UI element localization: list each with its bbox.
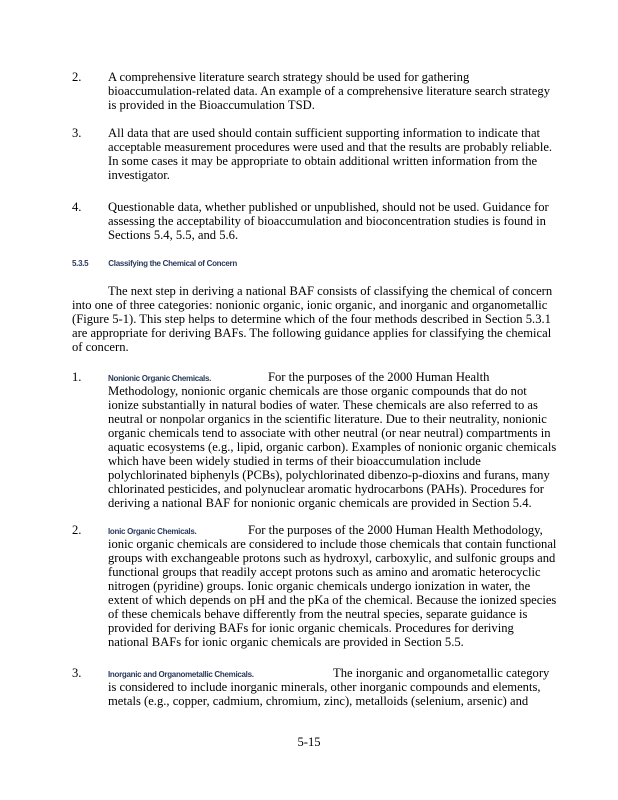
text-line: of these chemicals behave differently from the neutral species, separate guidance is [108,607,528,621]
text-line: polychlorinated biphenyls (PCBs), polychlorinated dibenzo-p-dioxins and furans, many [108,468,550,482]
text-line: Sections 5.4, 5.5, and 5.6. [108,228,239,242]
list-number: 2. [72,523,82,537]
text-line [108,523,608,537]
text-line: extent of which depends on pH and the pKa of the chemical. Because the ionized species [108,593,557,607]
text-line: In some cases it may be appropriate to obtain additional written information from the [108,154,538,168]
text-line: are appropriate for deriving BAFs. The following guidance applies for classifying the chemical [72,326,552,340]
category-item [108,666,608,708]
category-label: Ionic Organic Chemicals. [108,527,197,536]
text-fragment: The inorganic and organometallic category [333,666,550,680]
category-item [108,523,608,649]
intro-paragraph [72,284,572,354]
text-line: is considered to include inorganic minerals, other inorganic compounds and elements, [108,680,541,694]
text-line: The next step in deriving a national BAF consists of classifying the chemical of concern [108,284,553,298]
category-item [108,370,608,510]
list-number: 3. [72,666,82,680]
list-item [108,70,608,112]
text-line: groups with exchangeable protons such as hydroxyl, carboxylic, and sulfonic groups and [108,551,556,565]
text-line: provided for deriving BAFs for ionic organic chemicals. Procedures for deriving [108,621,514,635]
text-line: Methodology, nonionic organic chemicals are those organic compounds that do not [108,384,527,398]
text-line: metals (e.g., copper, cadmium, chromium, zinc), metalloids (selenium, arsenic) and [108,694,529,708]
text-line: organic chemicals tend to associate with other neutral (or near neutral) compartments in [108,426,551,440]
list-item [108,200,608,242]
text-line: into one of three categories: nonionic organic, ionic organic, and inorganic and organometallic [72,298,548,312]
text-line: acceptable measurement procedures were used and that the results are probably reliable. [108,140,553,154]
text-line: chlorinated pesticides, and polynuclear aromatic hydrocarbons (PAHs). Procedures for [108,482,544,496]
list-number: 4. [72,200,82,214]
text-line: deriving a national BAF for nonionic organic chemicals are provided in Section 5.4. [108,496,532,510]
text-line: nitrogen (pyridine) groups. Ionic organic chemicals undergo ionization in water, the [108,579,531,593]
list-number: 3. [72,126,82,140]
section-heading [72,259,237,268]
section-number: 5.3.5 [72,259,89,268]
text-fragment: For the purposes of the 2000 Human Health Methodology, [248,523,543,537]
text-line: Questionable data, whether published or unpublished, should not be used. Guidance for [108,200,549,214]
text-line: All data that are used should contain sufficient supporting information to indicate that [108,126,541,140]
list-number: 2. [72,70,82,84]
text-line: (Figure 5-1). This step helps to determine which of the four methods described in Section 5.3.1 [72,312,551,326]
text-line: ionic organic chemicals are considered to include those chemicals that contain functional [108,537,557,551]
text-line: neutral or nonpolar organics in the scientific literature. Due to their neutrality, nonionic [108,412,547,426]
page-number: 5-15 [297,735,321,749]
text-line [108,370,608,384]
text-line: which have been widely studied in terms of their bioaccumulation include [108,454,481,468]
text-line: aquatic ecosystems (e.g., lipid, organic carbon). Examples of nonionic organic chemicals [108,440,557,454]
text-line: is provided in the Bioaccumulation TSD. [108,98,315,112]
category-label: Nonionic Organic Chemicals. [108,374,212,383]
text-fragment: For the purposes of the 2000 Human Health [268,370,490,384]
text-line: of concern. [72,340,129,354]
text-line: A comprehensive literature search strategy should be used for gathering [108,70,470,84]
text-line: national BAFs for ionic organic chemicals are provided in Section 5.5. [108,635,464,649]
list-item [108,126,608,182]
category-label: Inorganic and Organometallic Chemicals. [108,670,254,679]
section-title: Classifying the Chemical of Concern [108,259,237,268]
text-line: functional groups that readily accept protons such as amino and aromatic heterocyclic [108,565,541,579]
text-line: investigator. [108,168,170,182]
list-number: 1. [72,370,82,384]
text-line: assessing the acceptability of bioaccumulation and bioconcentration studies is found in [108,214,546,228]
text-line [108,666,608,680]
text-line: ionize substantially in natural bodies of water. These chemicals are also referred to as [108,398,538,412]
text-line: bioaccumulation-related data. An example of a comprehensive literature search strategy [108,84,550,98]
